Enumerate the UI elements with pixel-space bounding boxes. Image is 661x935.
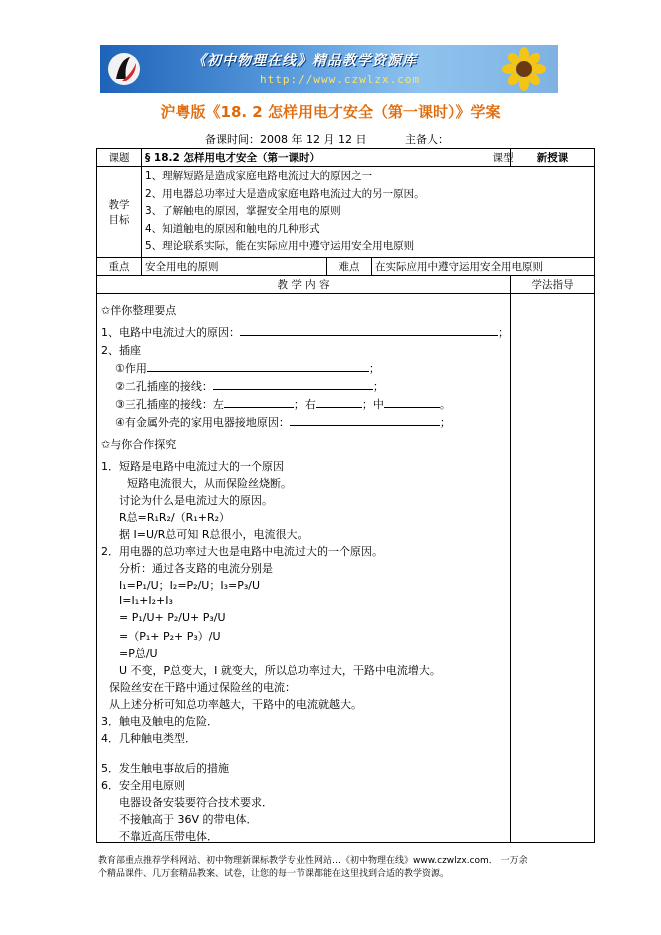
point-6a: 电器设备安装要符合技术要求． — [119, 795, 273, 809]
document-title: 沪粤版《18. 2 怎样用电才安全（第一课时）》学案 — [160, 103, 501, 121]
question-2c-right: ；右 — [293, 397, 316, 411]
point-5: 5．发生触电事故后的措施 — [101, 761, 229, 775]
point-6b: 不接触高于 36V 的带电体． — [119, 812, 258, 826]
answer-blank — [316, 396, 362, 408]
question-2b-text: ②二孔插座的接线： — [115, 379, 213, 393]
question-2d — [115, 414, 451, 430]
lesson-value — [142, 149, 514, 167]
difficulty-value: 在实际应用中遵守运用安全用电原则 — [372, 257, 595, 275]
footer — [98, 855, 598, 881]
answer-blank — [224, 396, 294, 408]
point-2f: =P总/U — [119, 646, 158, 660]
objective-item: 4、知道触电的原因和触电的几种形式 — [145, 222, 320, 235]
answer-blank — [147, 360, 369, 372]
objectives-label — [97, 167, 142, 258]
question-2a — [115, 360, 380, 376]
point-6: 6．安全用电原则 — [101, 778, 185, 792]
method-cell — [511, 293, 595, 842]
point-1c: R总=R₁R₂/（R₁+R₂） — [119, 510, 230, 524]
content-header: 教 学 内 容 — [97, 275, 511, 293]
question-2c-left: ③三孔插座的接线：左 — [115, 397, 224, 411]
type-label: 课型 — [492, 152, 514, 164]
question-2a-text: ①作用 — [115, 361, 147, 375]
question-2b — [115, 378, 384, 394]
answer-blank — [384, 396, 440, 408]
method-header: 学法指导 — [511, 275, 595, 293]
footer-line-1: 教育部重点推荐学科网站、初中物理新课标教学专业性网站…《初中物理在线》www.czwlzx.com． 一万余 — [98, 856, 528, 866]
point-1a: 短路电流很大，从而保险丝烧断。 — [127, 476, 292, 490]
header-banner — [100, 45, 558, 93]
type-value: 新授课 — [511, 149, 595, 167]
point-1d: 据 I=U/R总可知 R总很小，电流很大。 — [119, 527, 309, 541]
point-2d: = P₁/U+ P₂/U+ P₃/U — [119, 610, 226, 624]
logo-icon — [106, 51, 142, 87]
preparer-label: 主备人： — [405, 133, 449, 146]
point-2e: =（P₁+ P₂+ P₃）/U — [119, 629, 221, 643]
answer-blank — [213, 378, 373, 390]
point-1: 1．短路是电路中电流过大的一个原因 — [101, 459, 284, 473]
objective-item: 2、用电器总功率过大是造成家庭电路电流过大的另一原因。 — [145, 187, 425, 200]
objective-item: 3、了解触电的原因，掌握安全用电的原则 — [145, 205, 341, 217]
question-2c-middle: ；中 — [361, 397, 384, 411]
section-heading: ✩伴你整理要点 — [101, 303, 177, 317]
point-2: 2．用电器的总功率过大也是电路中电流过大的一个原因。 — [101, 544, 383, 558]
point-2a: 分析：通过各支路的电流分别是 — [119, 561, 273, 575]
point-3: 3．触电及触电的危险． — [101, 714, 218, 728]
point-2b: I₁=P₁/U；I₂=P₂/U；I₃=P₃/U — [119, 578, 261, 592]
content-cell — [97, 293, 511, 842]
point-4: 4．几种触电类型． — [101, 731, 196, 745]
key-value: 安全用电的原则 — [142, 257, 327, 275]
answer-blank — [240, 324, 498, 336]
semicolon: ； — [439, 415, 451, 429]
footer-line-2: 个精品课件、几万套精品教案、试卷，让您的每一节课都能在这里找到合适的教学资源。 — [98, 869, 450, 879]
lesson-table — [96, 148, 595, 843]
objective-item: 5、理论联系实际，能在实际应用中遵守运用安全用电原则 — [145, 240, 415, 252]
semicolon: ； — [498, 325, 509, 339]
semicolon: ； — [368, 361, 380, 375]
point-6c: 不靠近高压带电体． — [119, 829, 218, 843]
question-2: 2、插座 — [101, 343, 141, 357]
answer-blank — [290, 414, 440, 426]
point-2g: U 不变，P总变大，I 就变大，所以总功率过大，干路中电流增大。 — [119, 663, 441, 677]
point-1b: 讨论为什么是电流过大的原因。 — [119, 493, 273, 507]
objectives-list — [142, 167, 595, 258]
section-heading: ✩与你合作探究 — [101, 437, 177, 451]
question-1-text: 1、电路中电流过大的原因： — [101, 325, 240, 339]
objectives-label-2: 目标 — [108, 213, 130, 226]
lesson-label: 课题 — [97, 149, 142, 167]
prep-time-value: 2008 年 12 月 12 日 — [260, 133, 367, 146]
banner-site-title: 《初中物理在线》精品教学资源库 — [192, 53, 417, 69]
objective-item: 1、理解短路是造成家庭电路电流过大的原因之一 — [145, 170, 373, 182]
question-2c — [115, 396, 451, 412]
objectives-label-1: 教学 — [108, 198, 130, 211]
prep-time-label: 备课时间： — [205, 133, 260, 146]
period: 。 — [439, 397, 451, 411]
difficulty-label: 难点 — [327, 257, 372, 275]
question-2d-text: ④有金属外壳的家用电器接地原因： — [115, 415, 290, 429]
banner-url: http://www.czwlzx.com — [260, 73, 421, 86]
point-2i: 从上述分析可知总功率越大，干路中的电流就越大。 — [109, 697, 362, 711]
lesson-value-text: § 18.2 怎样用电才安全（第一课时） — [145, 152, 320, 164]
key-label: 重点 — [97, 257, 142, 275]
point-2c: I=I₁+I₂+I₃ — [119, 593, 173, 607]
semicolon: ； — [372, 379, 384, 393]
question-1 — [101, 324, 509, 340]
prep-time — [205, 131, 366, 147]
sunflower-icon — [498, 47, 550, 91]
point-2h: 保险丝安在干路中通过保险丝的电流： — [109, 680, 296, 694]
